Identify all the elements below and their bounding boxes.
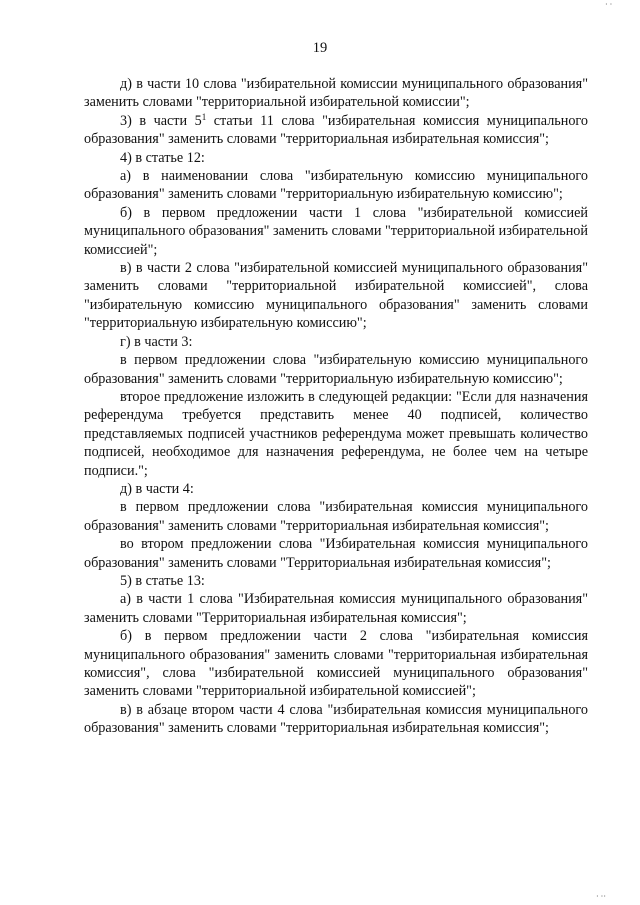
paragraph-9: второе предложение изложить в следующей редакции: "Если для назначения референдума требуется представить менее 40 подписей, количество представляемых подписей участников референдума может превышать количество подписей, необходимое для назначения референдума, не более чем на четыре подписи."; [84,388,588,479]
paragraph-11: в первом предложении слова "избирательная комиссия муниципального образования" заменить словами "территориальная избирательная комиссия"; [84,499,588,534]
paragraph-7: г) в части 3: [120,333,193,350]
paragraph-8: в первом предложении слова "избирательную комиссию муниципального образования" заменить словами "территориальную избирательную комиссию"; [84,352,588,387]
page-number: 19 [312,40,328,56]
paragraph-6: в) в части 2 слова "избирательной комиссией муниципального образования" заменить словами "территориальной избирательной комиссией", слова "избирательную комиссию муниципального образования" заменить словами "территориальную избирательную комиссию"; [84,260,588,332]
paragraph-15: б) в первом предложении части 2 слова "избирательная комиссия муниципального образования" заменить словами "территориальная избирательная комиссия", слова "избирательной комиссией муниципального образования" заменить словами "территориальной избирательной комиссией"; [84,628,588,700]
paragraph-14: а) в части 1 слова "Избирательная комиссия муниципального образования" заменить словами "Территориальная избирательная комиссия"; [84,591,588,626]
paragraph-2-pre: 3) в части 5 [120,112,202,129]
paragraph-2-superscript: 1 [201,111,207,122]
paragraph-3: 4) в статье 12: [120,149,205,166]
paragraph-13: 5) в статье 13: [120,572,205,589]
corner-mark-bottom: · ·· [596,892,606,901]
corner-mark-top: · · [605,0,613,9]
paragraph-5: б) в первом предложении части 1 слова "избирательной комиссией муниципального образования" заменить словами "территориальной избирательной комиссией"; [84,204,588,258]
paragraph-1: д) в части 10 слова "избирательной комиссии муниципального образования" заменить словами "территориальной избирательной комиссии"; [84,76,588,111]
document-body [84,75,588,738]
paragraph-16: в) в абзаце втором части 4 слова "избирательная комиссия муниципального образования" заменить словами "территориальная избирательная комиссия"; [84,701,588,737]
paragraph-2 [84,112,588,149]
paragraph-10: д) в части 4: [120,480,194,497]
paragraph-2-post: статьи 11 слова "избирательная комиссия муниципального образования" заменить словами "территориальная избирательная комиссия"; [84,112,588,148]
paragraph-4: а) в наименовании слова "избирательную комиссию муниципального образования" заменить словами "территориальную избирательную комиссию"; [84,168,588,203]
paragraph-12: во втором предложении слова "Избирательная комиссия муниципального образования" заменить словами "Территориальная избирательная комиссия"; [84,536,588,571]
